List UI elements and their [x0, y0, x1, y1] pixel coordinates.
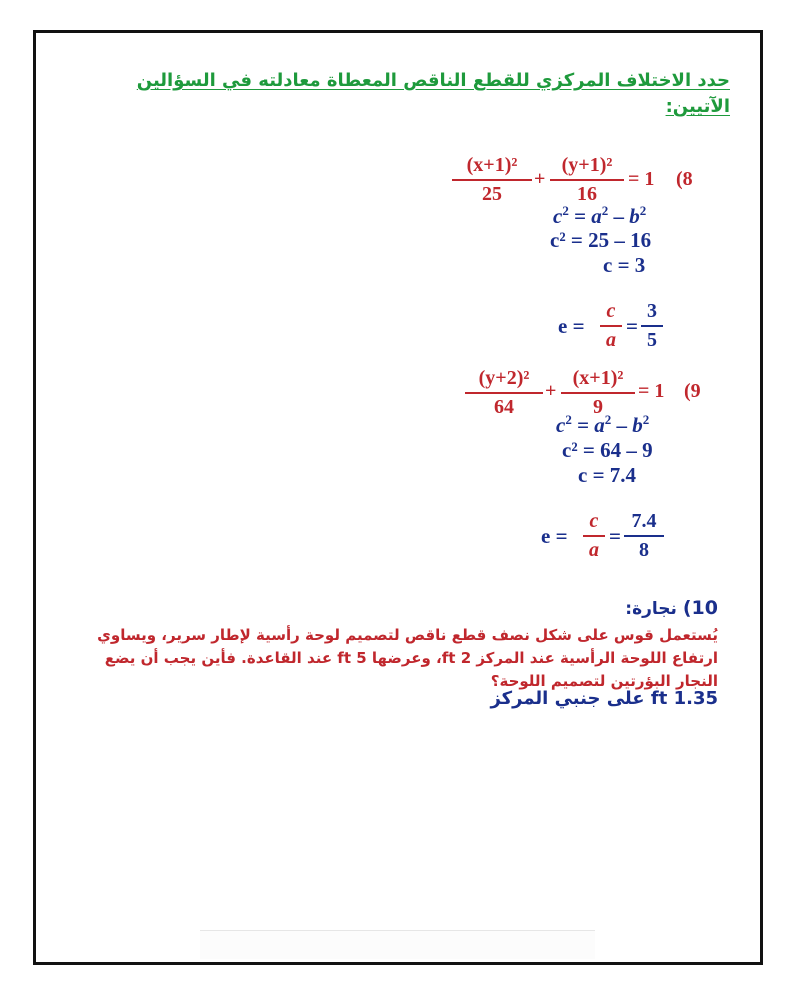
q8-e-value-den: 5: [647, 329, 657, 351]
footer-strip: [200, 930, 595, 959]
q10-header: [78, 597, 718, 619]
q8-e-fraction: [600, 300, 622, 352]
q8-term2-numerator: (y+1)²: [561, 154, 613, 176]
q9-step1: $c^2 = a^2 - b^2$: [556, 412, 650, 437]
q9-term2-denominator: 9: [593, 396, 603, 418]
q8-plus: +: [534, 168, 546, 190]
q9-e-value-den: 8: [639, 539, 649, 561]
q9-term1-numerator: (y+2)²: [478, 367, 530, 389]
q9-e-label: e =: [541, 524, 568, 548]
q9-term1-denominator: 64: [494, 396, 514, 418]
q8-e-value-num: 3: [647, 300, 657, 322]
page-heading: حدد الاختلاف المركزي للقطع الناقص المعطاة معادلته في السؤالين الآتيين:: [136, 70, 730, 117]
q8-e-label: e =: [558, 314, 585, 338]
q10-title: نجارة:: [625, 599, 677, 619]
q9-e-value: [624, 510, 664, 562]
q8-step2: c² = 25 – 16: [550, 228, 652, 252]
q8-step3: c = 3: [603, 253, 646, 277]
q8-e-equals: =: [626, 314, 638, 338]
q9-e-value-num: 7.4: [631, 510, 657, 532]
q9-plus: +: [545, 380, 557, 402]
q8-step1: $c^2 = a^2 - b^2$: [553, 203, 647, 228]
q8-e-frac-den: a: [606, 329, 616, 351]
q9-step2: c² = 64 – 9: [562, 438, 653, 462]
q8-term2-fraction: [550, 154, 624, 206]
q8-term1-fraction: [452, 154, 532, 206]
q8-e-frac-num: c: [606, 300, 616, 322]
q10-answer: 1.35 ft على جنبي المركز: [490, 688, 718, 709]
q9-term2-numerator: (x+1)²: [572, 367, 624, 389]
q9-e-frac-num: c: [589, 510, 599, 532]
q9-term1-fraction: [465, 367, 543, 419]
q9-e-frac-den: a: [589, 539, 599, 561]
q8-equals-one: = 1: [628, 168, 655, 190]
q9-e-equals: =: [609, 524, 621, 548]
q8-term2-denominator: 16: [577, 183, 597, 205]
q9-e-fraction: [583, 510, 605, 562]
q9-term2-fraction: [561, 367, 635, 419]
q8-term1-numerator: (x+1)²: [466, 154, 518, 176]
q10-number: 10): [682, 597, 718, 619]
q8-e-value: [641, 300, 663, 352]
q10-body: يُستعمل قوس على شكل نصف قطع ناقص لتصميم لوحة رأسية لإطار سرير، ويساوي ارتفاع اللوحة الرأسية عند المركز 2 ft، وعرضها 5 ft عند القاعدة. فأين يجب أن يضع النجار البؤرتين لتصميم اللوحة؟: [97, 626, 718, 690]
q9-number: (9: [684, 380, 701, 402]
q9-step3: c = 7.4: [578, 463, 637, 487]
q8-number: (8: [676, 168, 693, 190]
q9-equals-one: = 1: [638, 380, 665, 402]
q8-term1-denominator: 25: [482, 183, 502, 205]
